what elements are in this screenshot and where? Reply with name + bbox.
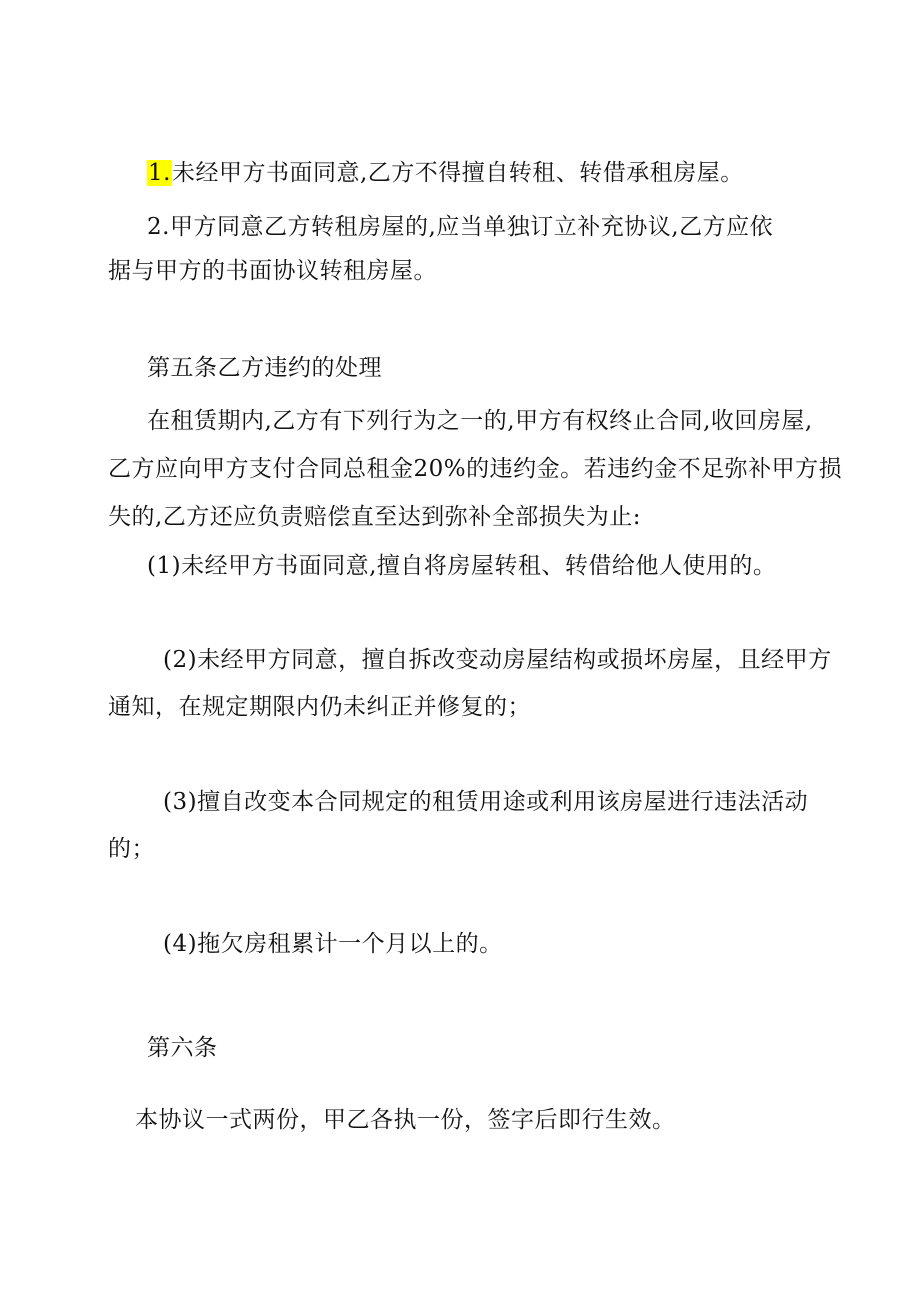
clause-1-text: 未经甲方书面同意,乙方不得擅自转租、转借承租房屋。 bbox=[171, 160, 744, 186]
article-5-intro-line-1: 在租赁期内,乙方有下列行为之一的,甲方有权终止合同,收回房屋, bbox=[147, 408, 813, 434]
article-5-item-3-line-2: 的； bbox=[108, 836, 155, 862]
article-5-item-2-line-1: (2)未经甲方同意，擅自拆改变动房屋结构或损坏房屋，且经甲方 bbox=[163, 647, 832, 673]
article-5-title: 第五条乙方违约的处理 bbox=[147, 355, 382, 381]
article-5-item-2-line-2: 通知，在规定期限内仍未纠正并修复的； bbox=[108, 694, 531, 720]
article-6-title: 第六条 bbox=[147, 1035, 218, 1061]
article-5-item-4: (4)拖欠房租累计一个月以上的。 bbox=[163, 931, 503, 957]
clause-1 bbox=[147, 158, 744, 188]
article-5-intro-line-2: 乙方应向甲方支付合同总租金20%的违约金。若违约金不足弥补甲方损 bbox=[108, 456, 843, 482]
clause-2-line-1: 2.甲方同意乙方转租房屋的,应当单独订立补充协议,乙方应依 bbox=[147, 214, 774, 240]
clause-1-number: 1. bbox=[148, 160, 171, 186]
article-5-intro-line-3: 失的,乙方还应负责赔偿直至达到弥补全部损失为止: bbox=[108, 504, 642, 530]
article-5-item-1: (1)未经甲方书面同意,擅自将房屋转租、转借给他人使用的。 bbox=[147, 553, 777, 579]
article-5-item-3-line-1: (3)擅自改变本合同规定的租赁用途或利用该房屋进行违法活动 bbox=[163, 789, 809, 815]
article-6-text: 本协议一式两份，甲乙各执一份，签字后即行生效。 bbox=[135, 1107, 676, 1133]
clause-2-line-2: 据与甲方的书面协议转租房屋。 bbox=[108, 258, 437, 284]
